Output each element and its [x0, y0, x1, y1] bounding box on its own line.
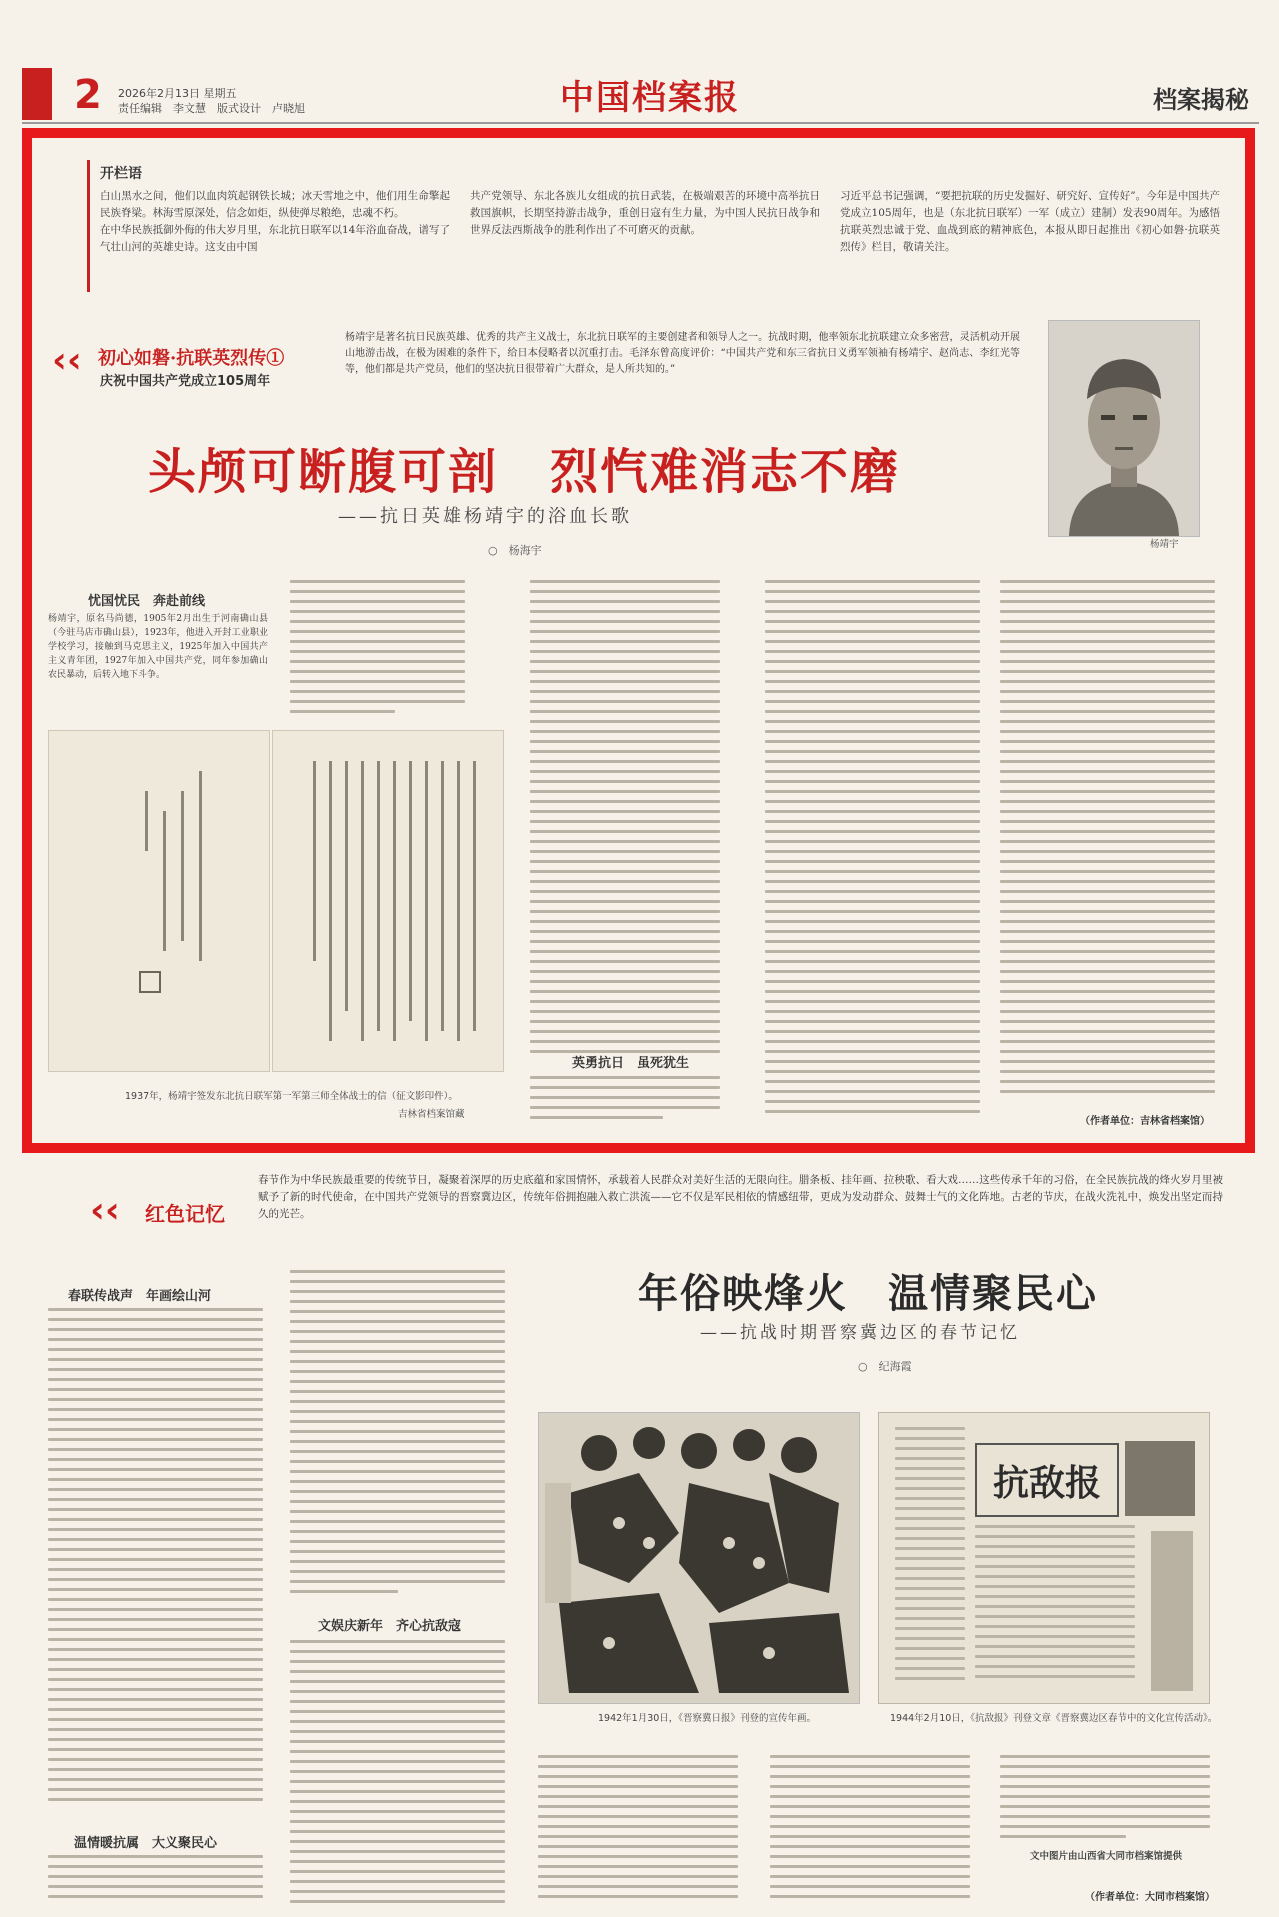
- issue-date: 2026年2月13日 星期五: [118, 87, 237, 100]
- intro-p1: 白山黑水之间，他们以血肉筑起钢铁长城；冰天雪地之中，他们用生命擎起民族脊梁。林海雪原深处，信念如炬，纵使弹尽粮绝，忠魂不朽。: [100, 190, 450, 219]
- article2-byline: ○ 纪海霞: [858, 1360, 912, 1373]
- intro-text-col2: 共产党领导、东北各族儿女组成的抗日武装，在极端艰苦的环境中高举抗日救国旗帜，长期坚持游击战争，重创日寇有生力量，为中国人民抗日战争和世界反法西斯战争的胜利作出了不可磨灭的贡献。: [470, 190, 820, 236]
- issue-editors: 责任编辑 李文慧 版式设计 卢晓旭: [118, 102, 305, 115]
- article-body-col2: [290, 580, 465, 720]
- masthead: 中国档案报: [560, 78, 740, 118]
- page-number: 2: [74, 72, 102, 118]
- lead-paragraph: 杨靖宇是著名抗日民族英雄、优秀的共产主义战士，东北抗日联军的主要创建者和领导人之一。抗战时期，他率领东北抗联建立众多密营，灵活机动开展山地游击战，在极为困难的条件下，给日本侵略者以沉重打击。毛泽东曾高度评价：“中国共产党和东三省抗日义勇军领袖有杨靖宇、赵尚志、李红光等等，他们都是共产党员，他们的坚决抗日很带着广大群众，是人所共知的。”: [345, 332, 1020, 375]
- newspaper-image: [878, 1412, 1210, 1704]
- intro-p2: 在中华民族抵御外侮的伟大岁月里，东北抗日联军以14年浴血奋战，谱写了气壮山河的英雄史诗。这支由中国: [100, 224, 450, 253]
- article2-title: [638, 1262, 1098, 1319]
- article2-author-note: （作者单位：大同市档案馆）: [1085, 1892, 1215, 1903]
- newspaper-caption: 1944年2月10日，《抗敌报》刊登文章《晋察冀边区春节中的文化宣传活动》。: [890, 1713, 1218, 1724]
- newspaper-photo: [1125, 1441, 1195, 1516]
- woodcut-illustration: [539, 1413, 859, 1703]
- article-title-part2: 烈忾难消志不磨: [550, 444, 901, 500]
- painting-caption: 1942年1月30日，《晋察冀日报》刊登的宣传年画。: [598, 1713, 817, 1724]
- series-title: 初心如磐·抗联英烈传①: [98, 348, 285, 369]
- article2-subhead-3: 温情暖抗属 大义聚民心: [74, 1836, 218, 1851]
- chevron-left-icon: ‹‹: [90, 1190, 120, 1231]
- new-year-painting-image: [538, 1412, 860, 1704]
- newspaper-text-left: [895, 1427, 965, 1692]
- intro-accent-bar: [87, 160, 90, 292]
- chevron-left-icon: ‹‹: [52, 340, 82, 381]
- newspaper-masthead: 抗敌报: [975, 1443, 1119, 1517]
- article2-subhead-2: 文娱庆新年 齐心抗敌寇: [318, 1619, 462, 1634]
- series-subtitle: 庆祝中国共产党成立105周年: [100, 374, 271, 389]
- article2-image-credit: 文中图片由山西省大同市档案馆提供: [1030, 1851, 1183, 1862]
- article-body-col4: [765, 580, 980, 1125]
- article-subhead-2: 英勇抗日 虽死犹生: [572, 1056, 690, 1071]
- issue-info: [118, 86, 305, 116]
- page-number-bar: [22, 68, 52, 120]
- article-body-col3: [530, 580, 720, 1070]
- article2-title-part2: 温情聚民心: [888, 1270, 1098, 1317]
- article2-body-col1b: [48, 1855, 263, 1905]
- archive-document-image-right: [272, 730, 504, 1072]
- portrait-caption: 杨靖宇: [1150, 539, 1179, 550]
- article2-body-col5: [1000, 1755, 1210, 1850]
- red-memory-tag: 红色记忆: [145, 1202, 225, 1226]
- newspaper-headline-column: [1151, 1531, 1193, 1691]
- red-memory-intro: 春节作为中华民族最重要的传统节日，凝聚着深厚的历史底蕴和家国情怀，承载着人民群众对美好生活的无限向往。腊条板、挂年画、拉秧歌、看大戏……这些传承千年的习俗，在全民族抗战的烽火岁月里被赋予了新的时代使命，在中国共产党领导的晋察冀边区，传统年俗拥抱融入救亡洪流——它不仅是军民相依的情感纽带，更成为发动群众、鼓舞士气的文化阵地。古老的节庆，在战火洗礼中，焕发出坚定而持久的光芒。: [258, 1174, 1223, 1220]
- archive-document-image-left: [48, 730, 270, 1072]
- document-image-caption: 1937年，杨靖宇签发东北抗日联军第一军第三师全体战士的信（征文影印件）。: [125, 1091, 458, 1102]
- article-body-col3b: [530, 1076, 720, 1126]
- intro-text-col3: 习近平总书记强调，“要把抗联的历史发掘好、研究好、宣传好”。今年是中国共产党成立105周年，也是（东北抗日联军）一军（成立）建制）发表90周年。为感悟抗联英烈忠诚于党、血战到底的精神底色，本报从即日起推出《初心如磐·抗联英烈传》栏目，敬请关注。: [840, 190, 1220, 253]
- intro-heading: 开栏语: [100, 166, 142, 182]
- article-title: [148, 433, 900, 502]
- header-rule: [22, 122, 1259, 124]
- article-title-part1: 头颅可断腹可剖: [148, 444, 499, 500]
- article1-author-note: （作者单位：吉林省档案馆）: [1080, 1116, 1210, 1127]
- newspaper-text-center: [975, 1525, 1135, 1690]
- article2-title-part1: 年俗映烽火: [638, 1270, 848, 1317]
- article2-subtitle: ——抗战时期晋察冀边区的春节记忆: [700, 1323, 1020, 1343]
- seal-stamp: [139, 971, 161, 993]
- intro-text-col1: [100, 188, 450, 288]
- article-subtitle: ——抗日英雄杨靖宇的浴血长歌: [338, 506, 632, 527]
- portrait-illustration: [1049, 321, 1199, 536]
- article2-body-col1: [48, 1308, 263, 1818]
- portrait-photo: [1048, 320, 1200, 537]
- article2-body-col4: [770, 1755, 970, 1905]
- article-body-col1: 杨靖宇，原名马尚德，1905年2月出生于河南确山县（今驻马店市确山县），1923年，他进入开封工业职业学校学习，接触到马克思主义，1925年加入中国共产主义青年团，1927年加入中国共产党，同年参加确山农民暴动，后转入地下斗争。: [48, 614, 268, 680]
- section-title: 档案揭秘: [1153, 85, 1249, 114]
- document-image-credit: 吉林省档案馆藏: [398, 1109, 465, 1120]
- article-byline: ○ 杨海宇: [488, 544, 542, 557]
- article2-body-col2b: [290, 1640, 505, 1910]
- article2-body-col3: [538, 1755, 738, 1905]
- article2-body-col2: [290, 1270, 505, 1600]
- article-body-col5: [1000, 580, 1215, 1100]
- article2-subhead-1: 春联传战声 年画绘山河: [68, 1289, 212, 1304]
- article-subhead-1: 忧国忧民 奔赴前线: [88, 594, 206, 609]
